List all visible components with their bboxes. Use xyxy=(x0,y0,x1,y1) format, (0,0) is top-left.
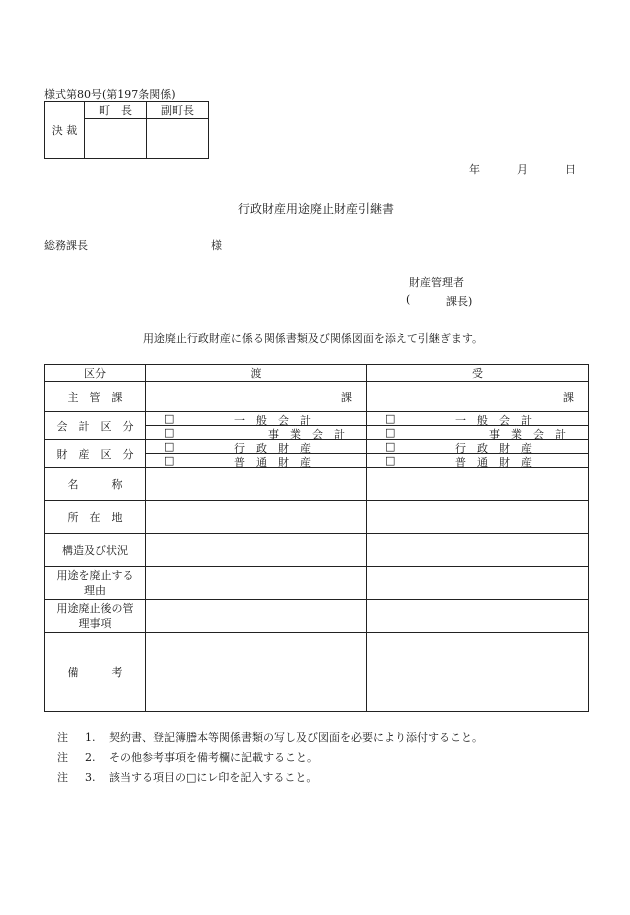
shozaichi-label: 所 在 地 xyxy=(45,501,146,534)
kanri-uke-cell[interactable] xyxy=(367,600,589,633)
kaikei-uke-business[interactable] xyxy=(367,426,589,440)
zaisan-watashi-gyosei[interactable] xyxy=(146,440,367,454)
document-title: 行政財産用途廃止財産引継書 xyxy=(237,202,395,216)
approval-stamp-mayor[interactable] xyxy=(85,119,147,159)
kaikei-general-label: 一 般 会 計 xyxy=(234,414,311,427)
note-number: 3. xyxy=(85,771,96,784)
date-day-label: 日 xyxy=(565,163,576,176)
zaisan-futsu-label: 普 通 財 産 xyxy=(234,456,311,469)
checkbox-icon[interactable]: □ xyxy=(164,412,175,425)
kozo-watashi-cell[interactable] xyxy=(146,534,367,567)
approval-box xyxy=(44,101,209,159)
kaikei-watashi-business[interactable] xyxy=(146,426,367,440)
shukan-watashi-suffix: 課 xyxy=(341,390,352,404)
note-label: 注 xyxy=(57,731,68,744)
addressee-honorific: 様 xyxy=(211,239,222,252)
biko-watashi-cell[interactable] xyxy=(146,633,367,712)
kaikei-business-label: 事 業 会 計 xyxy=(489,428,566,441)
zaisan-uke-gyosei[interactable] xyxy=(367,440,589,454)
date-month-label: 月 xyxy=(517,163,528,176)
kanri-watashi-cell[interactable] xyxy=(146,600,367,633)
kozo-uke-cell[interactable] xyxy=(367,534,589,567)
transfer-table xyxy=(44,364,589,712)
intro-text: 用途廃止行政財産に係る関係書類及び関係図面を添えて引継ぎます。 xyxy=(142,332,484,345)
zaisan-futsu-label: 普 通 財 産 xyxy=(455,456,532,469)
kaikei-uke-general[interactable] xyxy=(367,412,589,426)
checkbox-icon[interactable]: □ xyxy=(385,454,396,467)
sender-dept-open: ( xyxy=(406,293,411,306)
shukan-uke-suffix: 課 xyxy=(563,390,574,404)
zaisan-gyosei-label: 行 政 財 産 xyxy=(455,442,532,455)
kaikei-business-label: 事 業 会 計 xyxy=(268,428,345,441)
approval-stamp-deputy[interactable] xyxy=(147,119,209,159)
note-label: 注 xyxy=(57,771,68,784)
header-watashi: 渡 xyxy=(146,365,367,382)
note-text: 該当する項目の□にレ印を記入すること。 xyxy=(109,771,318,784)
note-number: 2. xyxy=(85,751,96,764)
zaisan-uke-futsu[interactable] xyxy=(367,454,589,468)
kaikei-watashi-general[interactable] xyxy=(146,412,367,426)
meisho-label: 名 称 xyxy=(45,468,146,501)
riyu-label: 用途を廃止する理由 xyxy=(45,567,146,600)
riyu-uke-cell[interactable] xyxy=(367,567,589,600)
addressee-label: 総務課長 xyxy=(44,239,88,252)
zaisan-gyosei-label: 行 政 財 産 xyxy=(234,442,311,455)
note-number: 1. xyxy=(85,731,96,744)
date-year-label: 年 xyxy=(469,163,480,176)
approval-header-mayor: 町 長 xyxy=(85,102,147,119)
sender-label: 財産管理者 xyxy=(409,276,464,289)
header-uke: 受 xyxy=(367,365,589,382)
shozaichi-watashi-cell[interactable] xyxy=(146,501,367,534)
biko-label: 備 考 xyxy=(45,633,146,712)
approval-label: 決 裁 xyxy=(45,102,85,159)
kaikei-label: 会 計 区 分 xyxy=(45,412,146,440)
checkbox-icon[interactable]: □ xyxy=(385,426,396,439)
note-text: その他参考事項を備考欄に記載すること。 xyxy=(109,751,318,764)
kozo-label: 構造及び状況 xyxy=(45,534,146,567)
meisho-watashi-cell[interactable] xyxy=(146,468,367,501)
biko-uke-cell[interactable] xyxy=(367,633,589,712)
meisho-uke-cell[interactable] xyxy=(367,468,589,501)
note-label: 注 xyxy=(57,751,68,764)
riyu-watashi-cell[interactable] xyxy=(146,567,367,600)
zaisan-label: 財 産 区 分 xyxy=(45,440,146,468)
form-number: 様式第80号(第197条関係) xyxy=(44,88,176,101)
checkbox-icon[interactable]: □ xyxy=(164,440,175,453)
sender-dept-label: 課長) xyxy=(446,295,473,308)
approval-header-deputy: 副町長 xyxy=(147,102,209,119)
shukan-watashi-cell[interactable] xyxy=(146,382,367,412)
note-text: 契約書、登記簿謄本等関係書類の写し及び図面を必要により添付すること。 xyxy=(109,731,483,744)
checkbox-icon[interactable]: □ xyxy=(385,440,396,453)
checkbox-icon[interactable]: □ xyxy=(164,454,175,467)
shozaichi-uke-cell[interactable] xyxy=(367,501,589,534)
shukan-uke-cell[interactable] xyxy=(367,382,589,412)
checkbox-icon[interactable]: □ xyxy=(164,426,175,439)
header-kubun: 区分 xyxy=(45,365,146,382)
zaisan-watashi-futsu[interactable] xyxy=(146,454,367,468)
kanri-label: 用途廃止後の管理事項 xyxy=(45,600,146,633)
checkbox-icon[interactable]: □ xyxy=(385,412,396,425)
shukan-label: 主 管 課 xyxy=(45,382,146,412)
kaikei-general-label: 一 般 会 計 xyxy=(455,414,532,427)
